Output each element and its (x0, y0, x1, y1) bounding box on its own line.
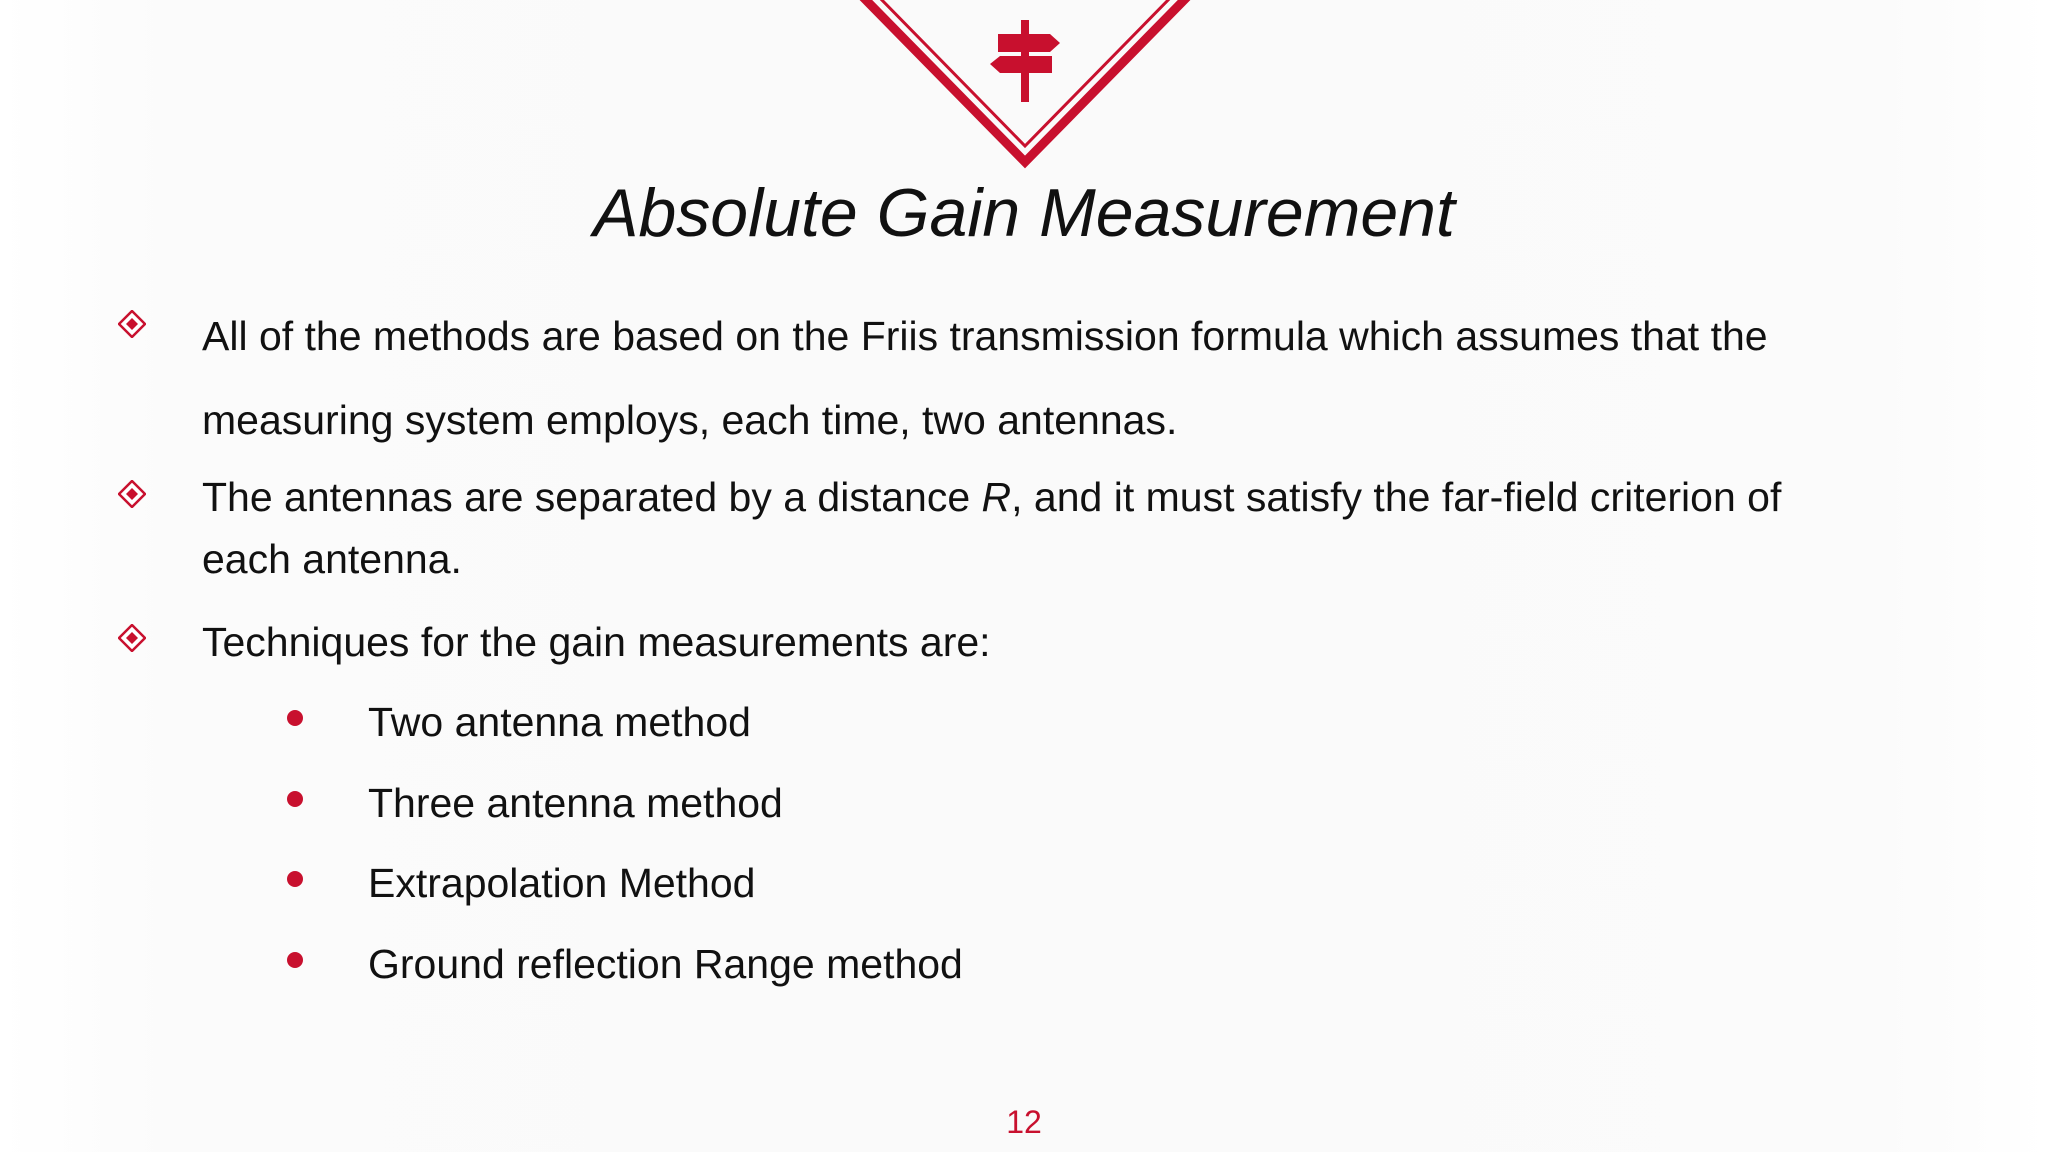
bullet-line: Techniques for the gain measurements are: (202, 619, 991, 665)
dot-bullet-icon (287, 952, 303, 968)
dot-bullet-icon (287, 710, 303, 726)
bullet-text (202, 466, 1992, 590)
bullet-line: All of the methods are based on the Friis transmission formula which assumes that the (202, 313, 1768, 359)
technique-item (282, 940, 1682, 1000)
signpost-icon (850, 0, 1200, 170)
bullet-text (202, 618, 1992, 666)
technique-item (282, 859, 1682, 919)
bullet-line (202, 466, 1992, 528)
technique-item (282, 698, 1682, 758)
bullet-item (118, 618, 1998, 678)
bullet-text (202, 294, 1992, 462)
technique-label: Two antenna method (368, 699, 751, 745)
bullet-item (118, 302, 1998, 452)
page-number: 12 (1006, 1104, 1042, 1140)
bullet-text-segment: , and it must satisfy the far-field criterion of (1011, 474, 1782, 520)
dot-bullet-icon (287, 791, 303, 807)
bullet-line: each antenna. (202, 536, 462, 582)
bullet-text-segment: The antennas are separated by a distance (202, 474, 982, 520)
diamond-bullet-icon (118, 480, 146, 508)
diamond-bullet-icon (118, 624, 146, 652)
technique-item (282, 779, 1682, 839)
bullet-item (118, 472, 1998, 592)
dot-bullet-icon (287, 871, 303, 887)
technique-label: Ground reflection Range method (368, 941, 963, 987)
bullet-line: measuring system employs, each time, two antennas. (202, 397, 1178, 443)
distance-variable: R (981, 474, 1012, 520)
diamond-bullet-icon (118, 310, 146, 338)
technique-label: Extrapolation Method (368, 860, 756, 906)
technique-label: Three antenna method (368, 780, 783, 826)
slide-title: Absolute Gain Measurement (593, 175, 1455, 251)
